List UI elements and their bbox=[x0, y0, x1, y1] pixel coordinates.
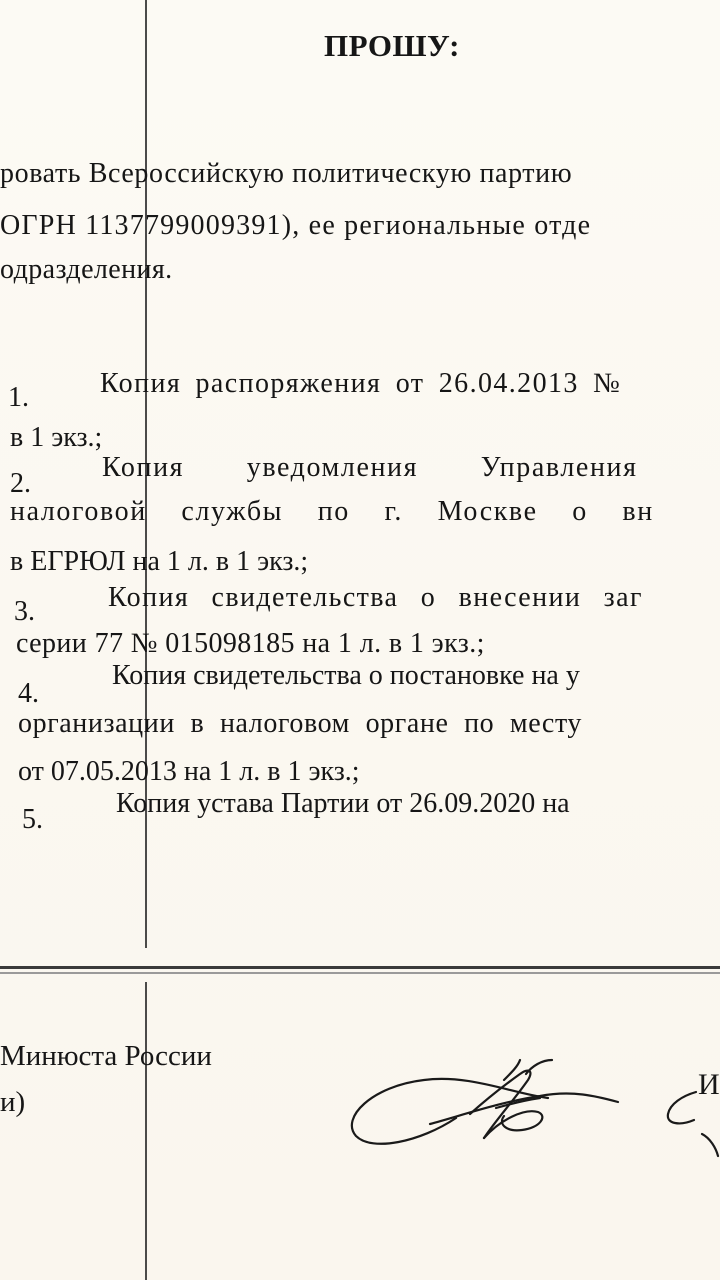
signatory-org-line-2: и) bbox=[0, 1086, 26, 1118]
fold-line-lower bbox=[145, 982, 147, 1280]
item-1-line-2: в 1 экз.; bbox=[10, 422, 103, 453]
item-4-line-2: организации в налоговом органе по месту bbox=[18, 708, 583, 739]
item-3-number: 3. bbox=[14, 596, 35, 627]
item-1-number: 1. bbox=[8, 382, 29, 413]
section-divider-shadow bbox=[0, 972, 720, 974]
item-4-number: 4. bbox=[18, 678, 39, 709]
intro-line-1: ровать Всероссийскую политическую партию bbox=[0, 158, 573, 189]
page-heading: ПРОШУ: bbox=[324, 28, 460, 63]
item-3-line-1: Копия свидетельства о внесении заг bbox=[108, 582, 643, 613]
section-divider bbox=[0, 966, 720, 969]
item-2-line-1: Копия уведомления Управления bbox=[102, 452, 638, 483]
item-3-line-2: серии 77 № 015098185 на 1 л. в 1 экз.; bbox=[16, 628, 485, 659]
item-1-line-1: Копия распоряжения от 26.04.2013 № bbox=[100, 368, 622, 399]
signatory-name-fragment: И bbox=[698, 1068, 720, 1101]
intro-line-2: ОГРН 1137799009391), ее региональные отде bbox=[0, 210, 592, 241]
item-2-number: 2. bbox=[10, 468, 31, 499]
item-5-line-1: Копия устава Партии от 26.09.2020 на bbox=[116, 788, 570, 819]
intro-line-3: одразделения. bbox=[0, 254, 173, 285]
item-2-line-3: в ЕГРЮЛ на 1 л. в 1 экз.; bbox=[10, 546, 309, 577]
item-5-number: 5. bbox=[22, 804, 43, 835]
item-4-line-3: от 07.05.2013 на 1 л. в 1 экз.; bbox=[18, 756, 360, 787]
item-4-line-1: Копия свидетельства о постановке на у bbox=[112, 660, 580, 691]
signatory-org-line-1: Минюста России bbox=[0, 1040, 212, 1072]
item-2-line-2: налоговой службы по г. Москве о вн bbox=[10, 496, 654, 527]
